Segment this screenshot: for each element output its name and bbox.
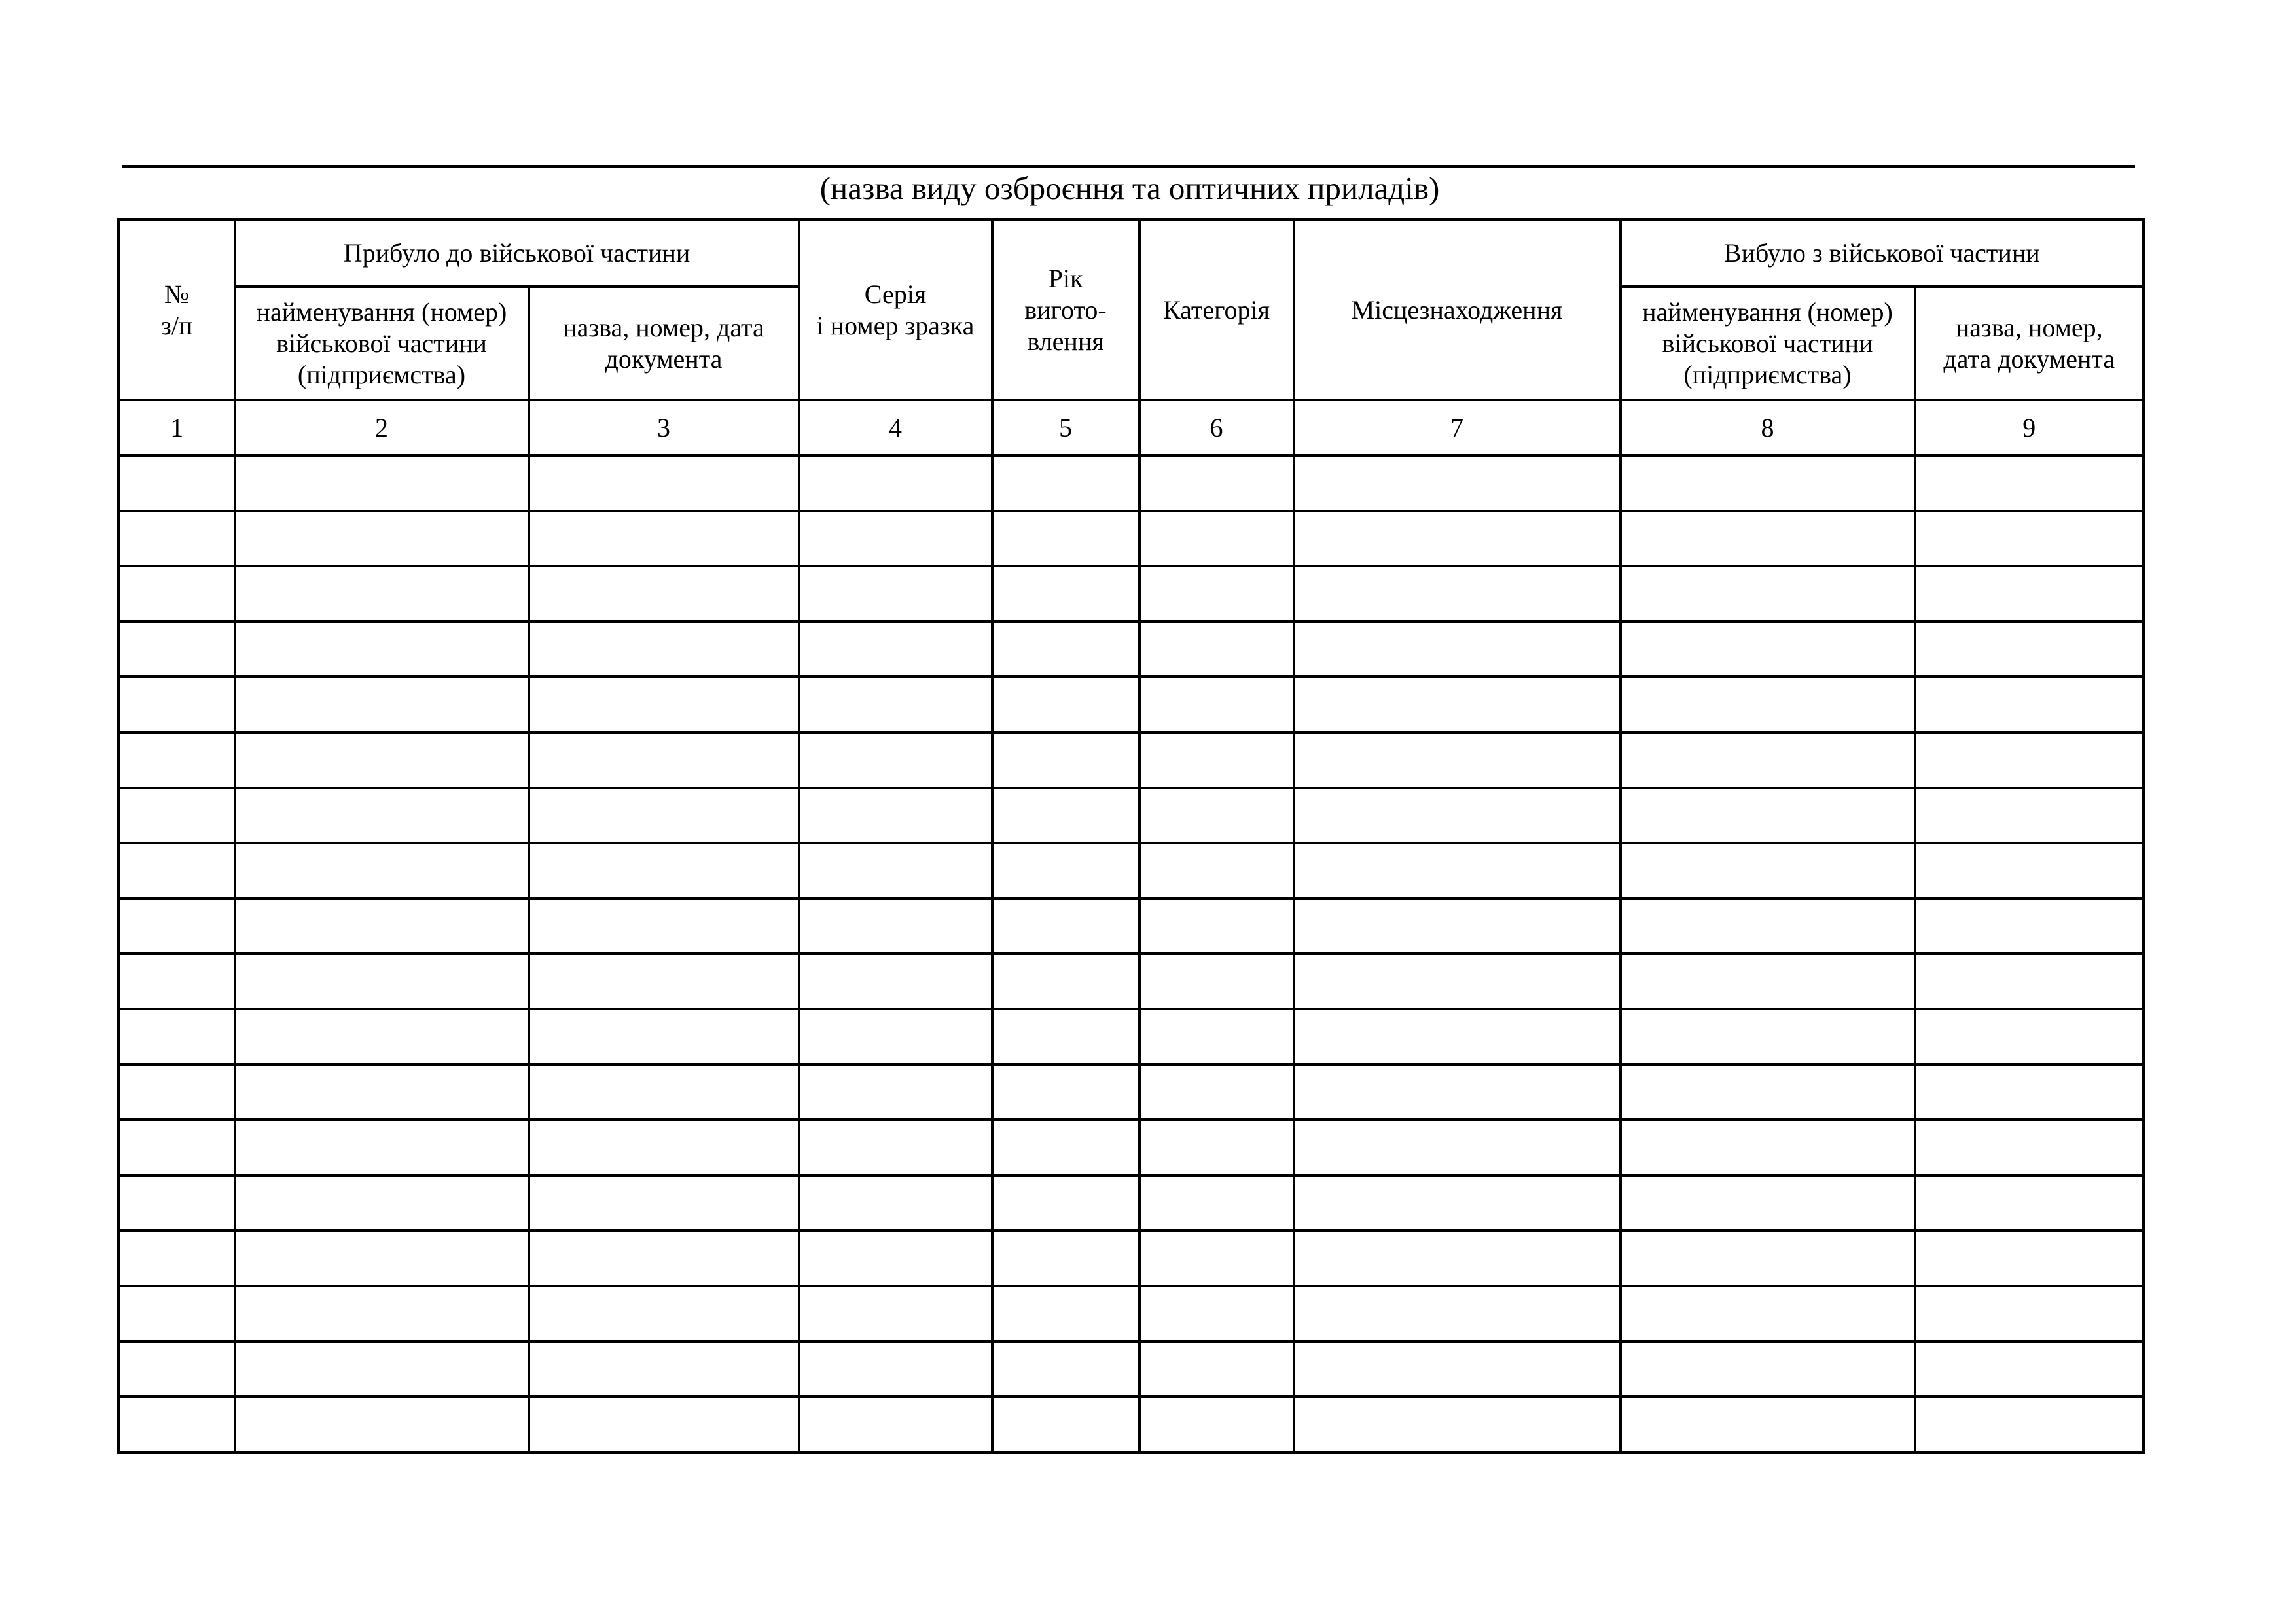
table-cell[interactable] xyxy=(119,1175,235,1231)
table-cell[interactable] xyxy=(1621,566,1915,622)
table-cell[interactable] xyxy=(1139,954,1294,1009)
column-number: 7 xyxy=(1294,400,1621,455)
table-cell[interactable] xyxy=(799,954,992,1009)
column-number: 4 xyxy=(799,400,992,455)
table-cell[interactable] xyxy=(992,788,1139,844)
table-cell[interactable] xyxy=(529,788,799,844)
table-cell[interactable] xyxy=(119,732,235,788)
table-cell[interactable] xyxy=(119,1065,235,1120)
table-cell[interactable] xyxy=(1915,1120,2144,1175)
table-cell[interactable] xyxy=(1139,899,1294,954)
table-cell[interactable] xyxy=(1294,1286,1621,1342)
table-cell[interactable] xyxy=(992,899,1139,954)
table-row xyxy=(119,1009,2144,1065)
table-cell[interactable] xyxy=(992,511,1139,567)
table-cell[interactable] xyxy=(992,1065,1139,1120)
table-row xyxy=(119,843,2144,899)
table-cell[interactable] xyxy=(1621,843,1915,899)
table-cell[interactable] xyxy=(119,622,235,677)
table-cell[interactable] xyxy=(992,1009,1139,1065)
table-cell[interactable] xyxy=(119,954,235,1009)
title-underline xyxy=(122,165,2135,168)
column-number: 6 xyxy=(1139,400,1294,455)
header-arrived-unit: найменування (номер) військової частини (підприємства) xyxy=(235,287,529,400)
table-cell[interactable] xyxy=(119,843,235,899)
header-year: Рік вигото- влення xyxy=(992,220,1139,401)
table-cell[interactable] xyxy=(1139,622,1294,677)
table-cell[interactable] xyxy=(1139,1120,1294,1175)
table-cell[interactable] xyxy=(235,954,529,1009)
table-cell[interactable] xyxy=(1294,622,1621,677)
column-number: 1 xyxy=(119,400,235,455)
table-cell[interactable] xyxy=(992,954,1139,1009)
table-cell[interactable] xyxy=(1915,566,2144,622)
table-cell[interactable] xyxy=(1621,788,1915,844)
table-cell[interactable] xyxy=(1294,677,1621,732)
table-cell[interactable] xyxy=(992,1175,1139,1231)
table-cell[interactable] xyxy=(799,1286,992,1342)
table-cell[interactable] xyxy=(1621,511,1915,567)
table-cell[interactable] xyxy=(235,566,529,622)
table-cell[interactable] xyxy=(1915,1397,2144,1452)
table-cell[interactable] xyxy=(1915,899,2144,954)
table-cell[interactable] xyxy=(235,1065,529,1120)
table-row xyxy=(119,1065,2144,1120)
table-row xyxy=(119,566,2144,622)
column-number: 3 xyxy=(529,400,799,455)
table-cell[interactable] xyxy=(1294,1397,1621,1452)
column-number: 2 xyxy=(235,400,529,455)
table-cell[interactable] xyxy=(1915,1230,2144,1286)
table-cell[interactable] xyxy=(235,1342,529,1397)
table-cell[interactable] xyxy=(235,843,529,899)
table-cell[interactable] xyxy=(1915,677,2144,732)
table-row xyxy=(119,1230,2144,1286)
table-cell[interactable] xyxy=(119,511,235,567)
table-cell[interactable] xyxy=(529,677,799,732)
table-cell[interactable] xyxy=(1294,1230,1621,1286)
table-cell[interactable] xyxy=(1621,1009,1915,1065)
table-row xyxy=(119,1175,2144,1231)
table-cell[interactable] xyxy=(235,899,529,954)
table-cell[interactable] xyxy=(529,1397,799,1452)
table-cell[interactable] xyxy=(1915,954,2144,1009)
table-cell[interactable] xyxy=(529,1286,799,1342)
table-cell[interactable] xyxy=(992,1230,1139,1286)
table-cell[interactable] xyxy=(1294,1342,1621,1397)
table-cell[interactable] xyxy=(1621,954,1915,1009)
table-row xyxy=(119,732,2144,788)
table-cell[interactable] xyxy=(1139,1342,1294,1397)
table-cell[interactable] xyxy=(799,1397,992,1452)
column-number-row xyxy=(119,400,2144,455)
table-cell[interactable] xyxy=(529,732,799,788)
table-cell[interactable] xyxy=(235,1009,529,1065)
table-cell[interactable] xyxy=(799,622,992,677)
table-cell[interactable] xyxy=(235,788,529,844)
table-cell[interactable] xyxy=(119,677,235,732)
table-cell[interactable] xyxy=(529,1342,799,1397)
header-row-1 xyxy=(119,220,2144,287)
table-cell[interactable] xyxy=(119,1397,235,1452)
table-cell[interactable] xyxy=(1139,677,1294,732)
table-cell[interactable] xyxy=(119,1342,235,1397)
table-cell[interactable] xyxy=(235,1397,529,1452)
table-cell[interactable] xyxy=(1294,455,1621,511)
table-cell[interactable] xyxy=(119,455,235,511)
header-departed-group: Вибуло з військової частини xyxy=(1621,220,2144,287)
table-cell[interactable] xyxy=(1294,843,1621,899)
table-cell[interactable] xyxy=(799,1175,992,1231)
table-cell[interactable] xyxy=(1621,1230,1915,1286)
table-cell[interactable] xyxy=(1294,899,1621,954)
header-departed-doc: назва, номер, дата документа xyxy=(1915,287,2144,400)
table-cell[interactable] xyxy=(235,1286,529,1342)
table-cell[interactable] xyxy=(1139,1175,1294,1231)
table-cell[interactable] xyxy=(119,788,235,844)
table-cell[interactable] xyxy=(1621,1175,1915,1231)
table-cell[interactable] xyxy=(1915,788,2144,844)
table-cell[interactable] xyxy=(235,511,529,567)
table-cell[interactable] xyxy=(1294,1120,1621,1175)
table-cell[interactable] xyxy=(992,622,1139,677)
table-cell[interactable] xyxy=(529,1120,799,1175)
table-row xyxy=(119,455,2144,511)
table-cell[interactable] xyxy=(1139,843,1294,899)
table-cell[interactable] xyxy=(1139,1009,1294,1065)
table-cell[interactable] xyxy=(119,1009,235,1065)
table-cell[interactable] xyxy=(1139,1397,1294,1452)
table-cell[interactable] xyxy=(1915,1065,2144,1120)
table-cell[interactable] xyxy=(1621,455,1915,511)
table-cell[interactable] xyxy=(1915,732,2144,788)
table-cell[interactable] xyxy=(1915,1342,2144,1397)
table-cell[interactable] xyxy=(799,511,992,567)
document-caption: (назва виду озброєння та оптичних приладів) xyxy=(819,170,1440,206)
table-cell[interactable] xyxy=(799,566,992,622)
table-cell[interactable] xyxy=(119,1286,235,1342)
column-number: 5 xyxy=(992,400,1139,455)
weapons-register-table xyxy=(117,218,2145,1454)
table-row xyxy=(119,622,2144,677)
table-cell[interactable] xyxy=(1294,732,1621,788)
table-row xyxy=(119,1342,2144,1397)
header-location: Місцезнаходження xyxy=(1294,220,1621,401)
table-cell[interactable] xyxy=(1621,1286,1915,1342)
table-cell[interactable] xyxy=(1294,954,1621,1009)
table-cell[interactable] xyxy=(1294,1065,1621,1120)
table-cell[interactable] xyxy=(529,622,799,677)
table-cell[interactable] xyxy=(1294,1009,1621,1065)
column-number: 8 xyxy=(1621,400,1915,455)
table-cell[interactable] xyxy=(235,1120,529,1175)
table-cell[interactable] xyxy=(529,1175,799,1231)
table-cell[interactable] xyxy=(1915,1175,2144,1231)
table-cell[interactable] xyxy=(799,1009,992,1065)
table-cell[interactable] xyxy=(529,566,799,622)
table-cell[interactable] xyxy=(992,732,1139,788)
table-cell[interactable] xyxy=(235,1230,529,1286)
table-cell[interactable] xyxy=(992,1342,1139,1397)
table-cell[interactable] xyxy=(1915,455,2144,511)
table-cell[interactable] xyxy=(1915,843,2144,899)
table-cell[interactable] xyxy=(529,455,799,511)
header-arrived-doc: назва, номер, дата документа xyxy=(529,287,799,400)
table-cell[interactable] xyxy=(235,1175,529,1231)
table-cell[interactable] xyxy=(1139,566,1294,622)
table-cell[interactable] xyxy=(1621,1342,1915,1397)
table-cell[interactable] xyxy=(235,455,529,511)
table-cell[interactable] xyxy=(1915,622,2144,677)
table-cell[interactable] xyxy=(992,1397,1139,1452)
table-cell[interactable] xyxy=(799,455,992,511)
table-cell[interactable] xyxy=(992,677,1139,732)
table-row xyxy=(119,1397,2144,1452)
table-cell[interactable] xyxy=(1915,511,2144,567)
table-cell[interactable] xyxy=(1139,511,1294,567)
table-cell[interactable] xyxy=(1621,677,1915,732)
table-cell[interactable] xyxy=(799,1120,992,1175)
header-category: Категорія xyxy=(1139,220,1294,401)
table-cell[interactable] xyxy=(1294,511,1621,567)
table-cell[interactable] xyxy=(799,677,992,732)
table-cell[interactable] xyxy=(529,1065,799,1120)
table-cell[interactable] xyxy=(119,1230,235,1286)
table-cell[interactable] xyxy=(1294,788,1621,844)
table-cell[interactable] xyxy=(992,455,1139,511)
table-cell[interactable] xyxy=(1139,788,1294,844)
table-cell[interactable] xyxy=(235,622,529,677)
table-cell[interactable] xyxy=(119,899,235,954)
table-cell[interactable] xyxy=(799,1065,992,1120)
table-cell[interactable] xyxy=(1139,1286,1294,1342)
header-number: № з/п xyxy=(119,220,235,401)
table-cell[interactable] xyxy=(1294,566,1621,622)
table-cell[interactable] xyxy=(799,899,992,954)
table-cell[interactable] xyxy=(529,511,799,567)
table-cell[interactable] xyxy=(119,1120,235,1175)
table-row xyxy=(119,1120,2144,1175)
table-cell[interactable] xyxy=(799,1230,992,1286)
table-cell[interactable] xyxy=(992,843,1139,899)
table-row xyxy=(119,511,2144,567)
table-row xyxy=(119,1286,2144,1342)
table-cell[interactable] xyxy=(1621,622,1915,677)
table-row xyxy=(119,954,2144,1009)
table-row xyxy=(119,899,2144,954)
table-cell[interactable] xyxy=(1621,1065,1915,1120)
header-arrived-group: Прибуло до військової частини xyxy=(235,220,799,287)
table-cell[interactable] xyxy=(529,954,799,1009)
table-cell[interactable] xyxy=(1621,1397,1915,1452)
table-cell[interactable] xyxy=(992,1286,1139,1342)
table-cell[interactable] xyxy=(1139,1230,1294,1286)
header-series: Серія і номер зразка xyxy=(799,220,992,401)
table-cell[interactable] xyxy=(799,1342,992,1397)
table-cell[interactable] xyxy=(992,566,1139,622)
table-cell[interactable] xyxy=(799,788,992,844)
table-cell[interactable] xyxy=(529,1230,799,1286)
table-cell[interactable] xyxy=(119,566,235,622)
table-cell[interactable] xyxy=(1621,732,1915,788)
header-departed-unit: найменування (номер) військової частини (підприємства) xyxy=(1621,287,1915,400)
column-number: 9 xyxy=(1915,400,2144,455)
table-cell[interactable] xyxy=(799,843,992,899)
table-cell[interactable] xyxy=(1621,899,1915,954)
table-cell[interactable] xyxy=(1915,1286,2144,1342)
table-cell[interactable] xyxy=(1915,1009,2144,1065)
table-cell[interactable] xyxy=(529,1009,799,1065)
table-cell[interactable] xyxy=(1139,455,1294,511)
table-cell[interactable] xyxy=(235,732,529,788)
table-cell[interactable] xyxy=(1139,732,1294,788)
table-row xyxy=(119,788,2144,844)
table-cell[interactable] xyxy=(529,899,799,954)
table-cell[interactable] xyxy=(1294,1175,1621,1231)
table-cell[interactable] xyxy=(529,843,799,899)
table-cell[interactable] xyxy=(1621,1120,1915,1175)
table-cell[interactable] xyxy=(992,1120,1139,1175)
table-cell[interactable] xyxy=(235,677,529,732)
table-cell[interactable] xyxy=(799,732,992,788)
table-row xyxy=(119,677,2144,732)
table-cell[interactable] xyxy=(1139,1065,1294,1120)
